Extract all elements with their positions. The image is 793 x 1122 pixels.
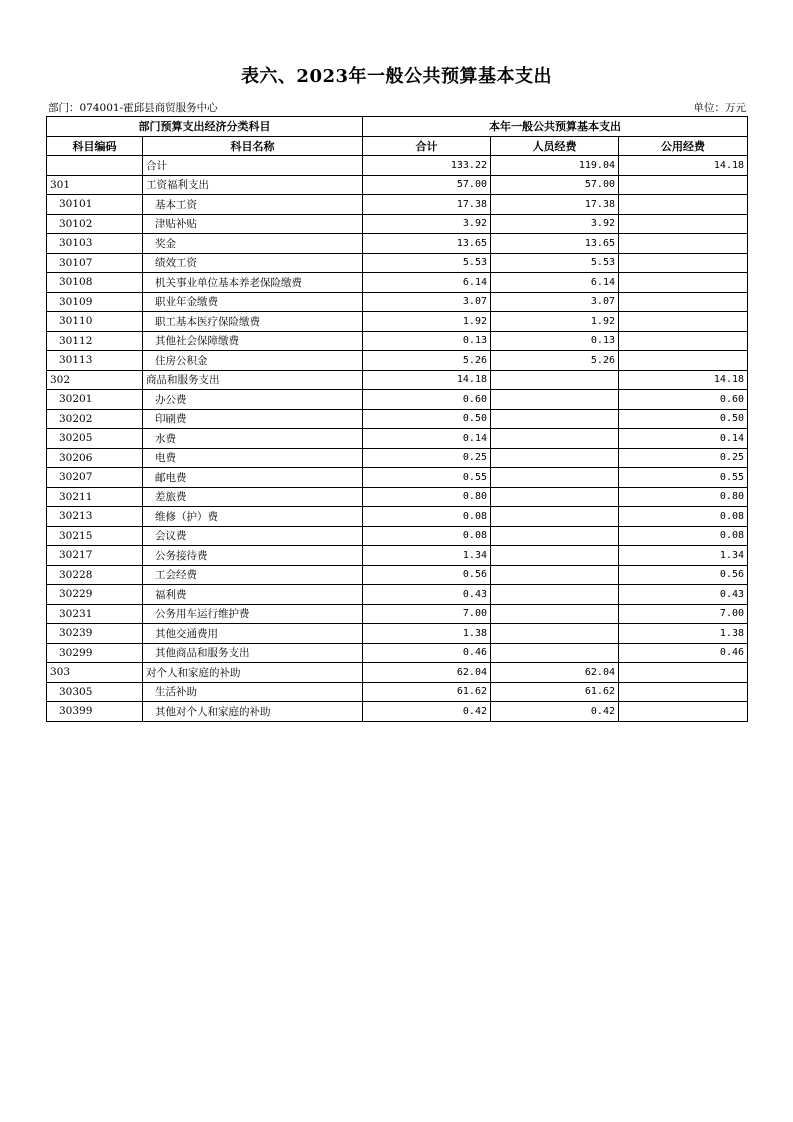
cell-total: 0.56: [363, 565, 491, 585]
cell-code: 30112: [47, 331, 143, 351]
table-row: [47, 351, 748, 371]
cell-total: 1.34: [363, 546, 491, 566]
cell-personnel: 0.42: [491, 702, 619, 722]
cell-total: 0.25: [363, 448, 491, 468]
cell-personnel: [491, 468, 619, 488]
cell-total: 0.13: [363, 331, 491, 351]
cell-public: 0.80: [619, 487, 748, 507]
cell-total: 61.62: [363, 682, 491, 702]
cell-code: 30305: [47, 682, 143, 702]
cell-name: 办公费: [143, 390, 363, 410]
column-header-total: 合计: [363, 136, 491, 156]
cell-public: [619, 682, 748, 702]
cell-personnel: [491, 448, 619, 468]
table-row: [47, 253, 748, 273]
cell-total: 5.26: [363, 351, 491, 371]
cell-personnel: 3.07: [491, 292, 619, 312]
cell-name: 职业年金缴费: [143, 292, 363, 312]
table-row: [47, 643, 748, 663]
cell-public: 14.18: [619, 156, 748, 176]
cell-public: [619, 214, 748, 234]
cell-public: [619, 195, 748, 215]
cell-public: [619, 702, 748, 722]
cell-personnel: 57.00: [491, 175, 619, 195]
unit-label: 单位：万元: [693, 102, 746, 114]
table-row: [47, 156, 748, 176]
cell-total: 3.07: [363, 292, 491, 312]
table-row: [47, 702, 748, 722]
cell-name: 水费: [143, 429, 363, 449]
cell-name: 合计: [143, 156, 363, 176]
cell-public: [619, 312, 748, 332]
cell-public: 0.56: [619, 565, 748, 585]
cell-code: 30206: [47, 448, 143, 468]
cell-code: 30207: [47, 468, 143, 488]
cell-total: 3.92: [363, 214, 491, 234]
table-row: [47, 585, 748, 605]
table-row: [47, 682, 748, 702]
table-row: [47, 214, 748, 234]
cell-name: 奖金: [143, 234, 363, 254]
cell-code: 30101: [47, 195, 143, 215]
cell-code: 30231: [47, 604, 143, 624]
cell-total: 0.08: [363, 526, 491, 546]
table-row: [47, 175, 748, 195]
cell-code: 30108: [47, 273, 143, 293]
cell-name: 其他商品和服务支出: [143, 643, 363, 663]
cell-personnel: [491, 604, 619, 624]
cell-code: 30215: [47, 526, 143, 546]
cell-personnel: 5.53: [491, 253, 619, 273]
table-row: [47, 565, 748, 585]
cell-personnel: [491, 546, 619, 566]
cell-name: 其他社会保障缴费: [143, 331, 363, 351]
cell-public: 0.55: [619, 468, 748, 488]
cell-total: 1.38: [363, 624, 491, 644]
table-row: [47, 526, 748, 546]
cell-code: [47, 156, 143, 176]
cell-public: [619, 351, 748, 371]
cell-personnel: [491, 390, 619, 410]
cell-code: 30211: [47, 487, 143, 507]
table-row: [47, 663, 748, 683]
cell-total: 5.53: [363, 253, 491, 273]
cell-code: 30228: [47, 565, 143, 585]
column-header-public: 公用经费: [619, 136, 748, 156]
cell-code: 30110: [47, 312, 143, 332]
cell-code: 30229: [47, 585, 143, 605]
department-label: 部门：074001-霍邱县商贸服务中心: [48, 102, 218, 114]
cell-public: 1.34: [619, 546, 748, 566]
cell-name: 维修（护）费: [143, 507, 363, 527]
cell-total: 0.08: [363, 507, 491, 527]
table-row: [47, 604, 748, 624]
table-row: [47, 312, 748, 332]
cell-name: 绩效工资: [143, 253, 363, 273]
cell-public: 0.08: [619, 526, 748, 546]
cell-public: [619, 273, 748, 293]
cell-code: 30109: [47, 292, 143, 312]
cell-code: 30399: [47, 702, 143, 722]
cell-personnel: [491, 409, 619, 429]
cell-name: 其他对个人和家庭的补助: [143, 702, 363, 722]
cell-total: 6.14: [363, 273, 491, 293]
cell-total: 0.14: [363, 429, 491, 449]
table-column-header-row: [47, 136, 748, 156]
cell-name: 福利费: [143, 585, 363, 605]
table-row: [47, 370, 748, 390]
cell-name: 津贴补贴: [143, 214, 363, 234]
cell-total: 133.22: [363, 156, 491, 176]
cell-total: 62.04: [363, 663, 491, 683]
cell-name: 公务接待费: [143, 546, 363, 566]
cell-personnel: [491, 585, 619, 605]
cell-total: 0.60: [363, 390, 491, 410]
cell-name: 职工基本医疗保险缴费: [143, 312, 363, 332]
cell-public: [619, 253, 748, 273]
cell-personnel: 119.04: [491, 156, 619, 176]
cell-personnel: 1.92: [491, 312, 619, 332]
cell-name: 差旅费: [143, 487, 363, 507]
table-row: [47, 507, 748, 527]
cell-code: 30299: [47, 643, 143, 663]
cell-personnel: [491, 487, 619, 507]
cell-code: 303: [47, 663, 143, 683]
group-header-basic-expenditure: 本年一般公共预算基本支出: [363, 117, 748, 137]
cell-total: 0.42: [363, 702, 491, 722]
table-row: [47, 273, 748, 293]
page-title: 表六、2023年一般公共预算基本支出: [240, 66, 553, 87]
table-row: [47, 409, 748, 429]
cell-code: 30113: [47, 351, 143, 371]
cell-name: 邮电费: [143, 468, 363, 488]
cell-public: 1.38: [619, 624, 748, 644]
cell-code: 30102: [47, 214, 143, 234]
cell-code: 30103: [47, 234, 143, 254]
budget-table: [46, 116, 748, 722]
cell-personnel: 3.92: [491, 214, 619, 234]
cell-public: [619, 234, 748, 254]
table-row: [47, 624, 748, 644]
cell-code: 30202: [47, 409, 143, 429]
cell-public: 0.25: [619, 448, 748, 468]
cell-personnel: 0.13: [491, 331, 619, 351]
cell-code: 301: [47, 175, 143, 195]
cell-total: 0.55: [363, 468, 491, 488]
table-row: [47, 292, 748, 312]
cell-public: 7.00: [619, 604, 748, 624]
cell-code: 30213: [47, 507, 143, 527]
cell-code: 30201: [47, 390, 143, 410]
cell-personnel: 17.38: [491, 195, 619, 215]
cell-name: 公务用车运行维护费: [143, 604, 363, 624]
cell-personnel: [491, 526, 619, 546]
table-row: [47, 195, 748, 215]
cell-personnel: 6.14: [491, 273, 619, 293]
cell-personnel: 13.65: [491, 234, 619, 254]
column-header-code: 科目编码: [47, 136, 143, 156]
cell-name: 印刷费: [143, 409, 363, 429]
cell-name: 电费: [143, 448, 363, 468]
table-row: [47, 390, 748, 410]
cell-personnel: [491, 624, 619, 644]
cell-code: 302: [47, 370, 143, 390]
cell-personnel: 5.26: [491, 351, 619, 371]
cell-personnel: [491, 429, 619, 449]
cell-personnel: [491, 565, 619, 585]
cell-personnel: [491, 370, 619, 390]
cell-name: 会议费: [143, 526, 363, 546]
cell-public: [619, 663, 748, 683]
cell-public: [619, 292, 748, 312]
cell-total: 0.46: [363, 643, 491, 663]
cell-personnel: [491, 507, 619, 527]
cell-public: 0.14: [619, 429, 748, 449]
group-header-economic-classification: 部门预算支出经济分类科目: [47, 117, 363, 137]
cell-total: 0.43: [363, 585, 491, 605]
cell-total: 0.80: [363, 487, 491, 507]
cell-total: 13.65: [363, 234, 491, 254]
cell-name: 生活补助: [143, 682, 363, 702]
table-row: [47, 546, 748, 566]
cell-name: 住房公积金: [143, 351, 363, 371]
cell-name: 工资福利支出: [143, 175, 363, 195]
table-body: [47, 156, 748, 722]
cell-public: 0.08: [619, 507, 748, 527]
cell-code: 30205: [47, 429, 143, 449]
cell-name: 商品和服务支出: [143, 370, 363, 390]
cell-personnel: 61.62: [491, 682, 619, 702]
cell-public: 14.18: [619, 370, 748, 390]
cell-name: 其他交通费用: [143, 624, 363, 644]
cell-total: 7.00: [363, 604, 491, 624]
cell-total: 0.50: [363, 409, 491, 429]
cell-code: 30217: [47, 546, 143, 566]
cell-code: 30239: [47, 624, 143, 644]
cell-public: 0.46: [619, 643, 748, 663]
column-header-personnel: 人员经费: [491, 136, 619, 156]
cell-name: 对个人和家庭的补助: [143, 663, 363, 683]
cell-personnel: 62.04: [491, 663, 619, 683]
cell-name: 基本工资: [143, 195, 363, 215]
cell-name: 机关事业单位基本养老保险缴费: [143, 273, 363, 293]
cell-public: 0.50: [619, 409, 748, 429]
table-row: [47, 331, 748, 351]
table-row: [47, 234, 748, 254]
cell-public: [619, 331, 748, 351]
table-row: [47, 429, 748, 449]
table-row: [47, 468, 748, 488]
cell-personnel: [491, 643, 619, 663]
cell-total: 17.38: [363, 195, 491, 215]
table-row: [47, 448, 748, 468]
cell-public: 0.43: [619, 585, 748, 605]
cell-name: 工会经费: [143, 565, 363, 585]
cell-public: [619, 175, 748, 195]
cell-total: 57.00: [363, 175, 491, 195]
table-group-header-row: [47, 117, 748, 137]
cell-total: 14.18: [363, 370, 491, 390]
table-row: [47, 487, 748, 507]
cell-code: 30107: [47, 253, 143, 273]
column-header-name: 科目名称: [143, 136, 363, 156]
cell-total: 1.92: [363, 312, 491, 332]
cell-public: 0.60: [619, 390, 748, 410]
